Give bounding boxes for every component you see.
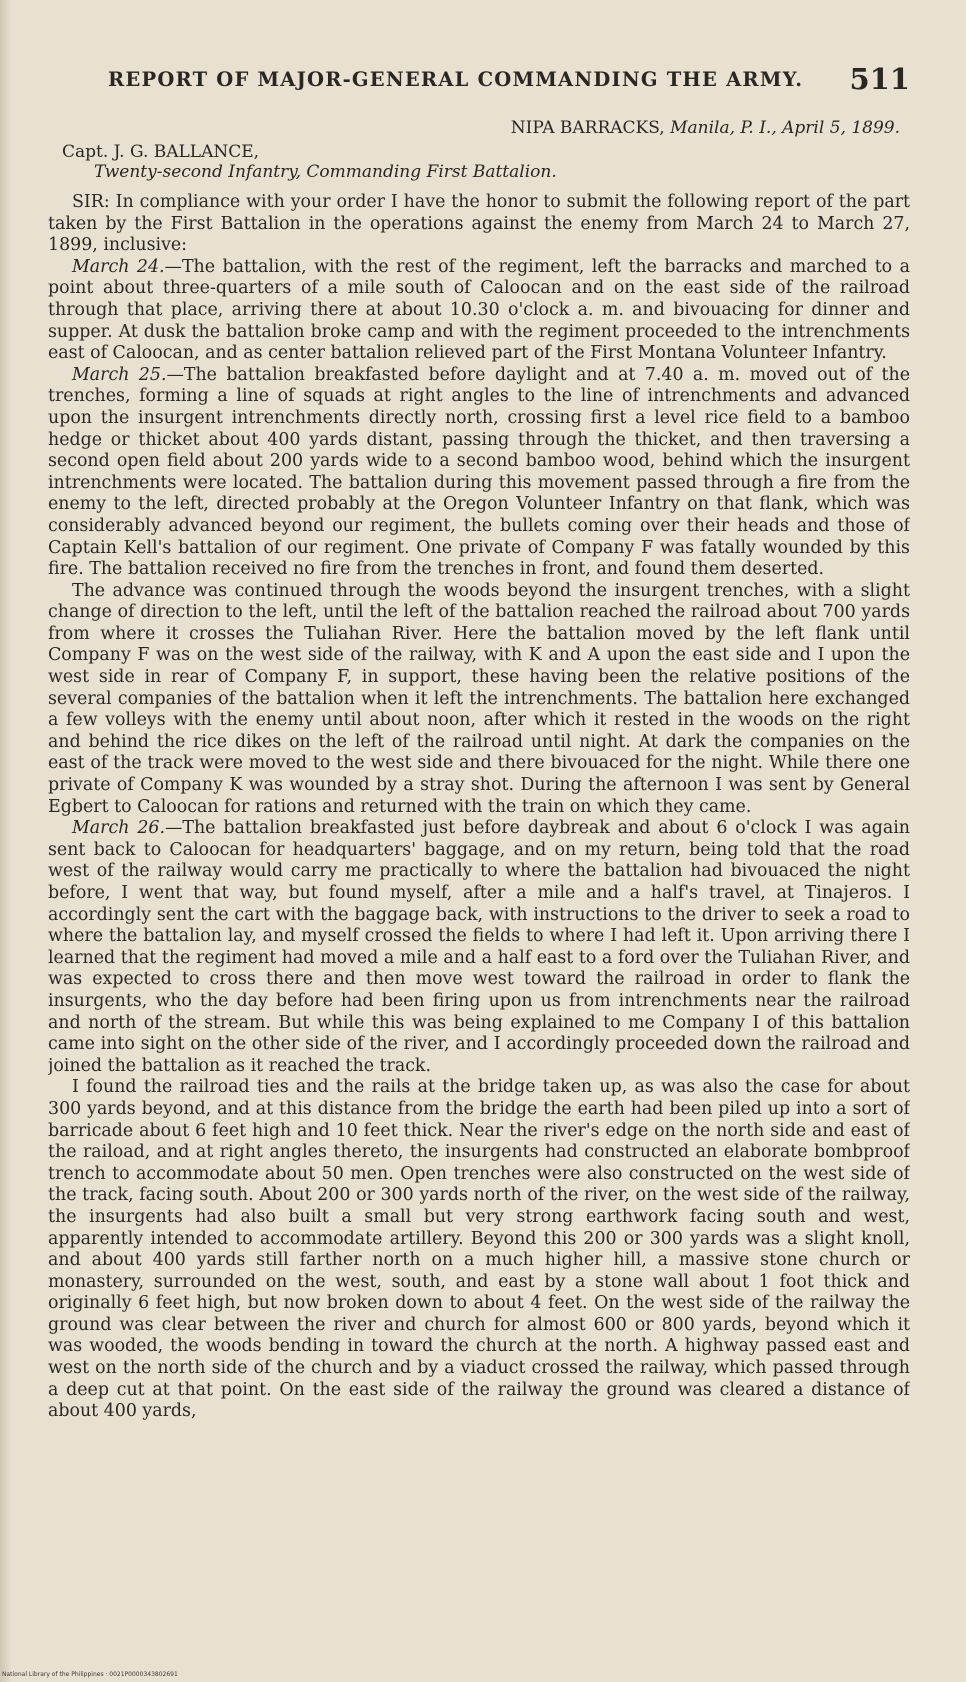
paragraph xyxy=(48,192,910,257)
page-number: 511 xyxy=(849,62,910,96)
document-page xyxy=(48,60,910,1660)
paragraph xyxy=(48,257,910,365)
paragraph xyxy=(48,365,910,581)
paragraph-text: —The battalion breakfasted before daylight and at 7.40 a. m. moved out of the trenches, forming a line of squads at right angles to the line of intrenchments and advanced upon the insurgent intrenchments directly north, crossing first a level rice field to a bamboo hedge or thicket about 400 yards distant, passing through the thicket, and then traversing a second open field about 200 yards wide to a second bamboo wood, behind which the insurgent intrenchments were located. The battalion during this movement passed through a fire from the enemy to the left, directed probably at the Oregon Volunteer Infantry on that flank, which was considerably advanced beyond our regiment, the bullets coming over their heads and those of Captain Kell's battalion of our regiment. One private of Company F was fatally wounded by this fire. The battalion received no fire from the trenches in front, and found them deserted. xyxy=(48,364,910,580)
paragraph-text: —The battalion breakfasted just before daybreak and about 6 o'clock I was again sent back to Caloocan for headquarters' baggage, and on my return, being told that the road west of the railway would carry me practically to where the battalion had bivouaced the night before, I went that way, but found myself, after a mile and a half's travel, at Tinajeros. I accordingly sent the cart with the baggage back, with instructions to the driver to seek a road to where the battalion lay, and myself crossed the fields to where I had left it. Upon arriving there I learned that the regiment had moved a mile and a half east to a ford over the Tuliahan River, and was expected to cross there and then move west toward the railroad in order to flank the insurgents, who the day before had been firing upon us from intrenchments near the railroad and north of the stream. But while this was being explained to me Company I of this battalion came into sight on the other side of the river, and I accordingly proceeded down the railroad and joined the battalion as it reached the track. xyxy=(48,818,910,1076)
dateline xyxy=(48,118,910,138)
paragraph xyxy=(48,818,910,1077)
addressee-title: Twenty-second Infantry, Commanding First Battalion. xyxy=(94,162,557,182)
scan-credit: National Library of the Philippines · 0021P0000343802691 xyxy=(2,1671,178,1678)
scan-edge xyxy=(0,0,10,1682)
paragraph xyxy=(48,581,910,819)
paragraph-text: SIR: In compliance with your order I have the honor to submit the following report of the part taken by the First Battalion in the operations against the enemy from March 24 to March 27, 1899, inclusive: xyxy=(48,192,910,256)
paragraph-lead: March 24. xyxy=(72,256,165,277)
addressee xyxy=(48,142,910,182)
dateline-place: NIPA BARRACKS, xyxy=(510,118,665,138)
paragraph-text: —The battalion, with the rest of the regiment, left the barracks and marched to a point about three-quarters of a mile south of Caloocan and on the east side of the railroad through that place, arriving there at about 10.30 o'clock a. m. and bivouacing for dinner and supper. At dusk the battalion broke camp and with the regiment proceeded to the intrenchments east of Caloocan, and as center battalion relieved part of the First Montana Volunteer Infantry. xyxy=(48,256,910,364)
running-title: REPORT OF MAJOR-GENERAL COMMANDING THE ARMY. xyxy=(108,68,804,91)
paragraph-text: The advance was continued through the woods beyond the insurgent trenches, with a slight change of direction to the left, until the left of the battalion reached the railroad about 700 yards from where it crosses the Tuliahan River. Here the battalion moved by the left flank until Company F was on the west side of the railway, with K and A upon the east side and I upon the west side in rear of Company F, in support, these having been the relative positions of the several companies of the battalion when it left the intrenchments. The battalion here exchanged a few volleys with the enemy until about noon, after which it rested in the woods on the right and behind the rice dikes on the left of the railroad until night. At dark the companies on the east of the track were moved to the west side and there bivouaced for the night. While there one private of Company K was wounded by a stray shot. During the afternoon I was sent by General Egbert to Caloocan for rations and returned with the train on which they came. xyxy=(48,580,910,817)
paragraph-lead: March 26. xyxy=(72,818,165,839)
running-head xyxy=(88,60,910,100)
paragraph xyxy=(48,1077,910,1423)
paragraph-lead: March 25. xyxy=(72,364,167,385)
report-body xyxy=(48,192,910,1423)
paragraph-text: I found the railroad ties and the rails at the bridge taken up, as was also the case for about 300 yards beyond, and at this distance from the bridge the earth had been piled up into a sort of barricade about 6 feet high and 10 feet thick. Near the river's edge on the north side and east of the raiload, and at right angles thereto, the insurgents had constructed an elaborate bombproof trench to accommodate about 50 men. Open trenches were also constructed on the west side of the track, facing south. About 200 or 300 yards north of the river, on the west side of the railway, the insurgents had also built a small but very strong earthwork facing south and west, apparently intended to accommodate artillery. Beyond this 200 or 300 yards was a slight knoll, and about 400 yards still farther north on a much higher hill, a massive stone church or monastery, surrounded on the west, south, and east by a stone wall about 1 foot thick and originally 6 feet high, but now broken down to about 4 feet. On the west side of the railway the ground was clear between the river and church for almost 600 or 800 yards, beyond which it was wooded, the woods bending in toward the church at the north. A highway passed east and west on the north side of the church and by a viaduct crossed the railway, which passed through a deep cut at that point. On the east side of the railway the ground was cleared a distance of about 400 yards, xyxy=(48,1077,910,1422)
dateline-city-date: Manila, P. I., April 5, 1899. xyxy=(670,118,900,138)
addressee-name: Capt. J. G. BALLANCE, xyxy=(62,142,260,162)
